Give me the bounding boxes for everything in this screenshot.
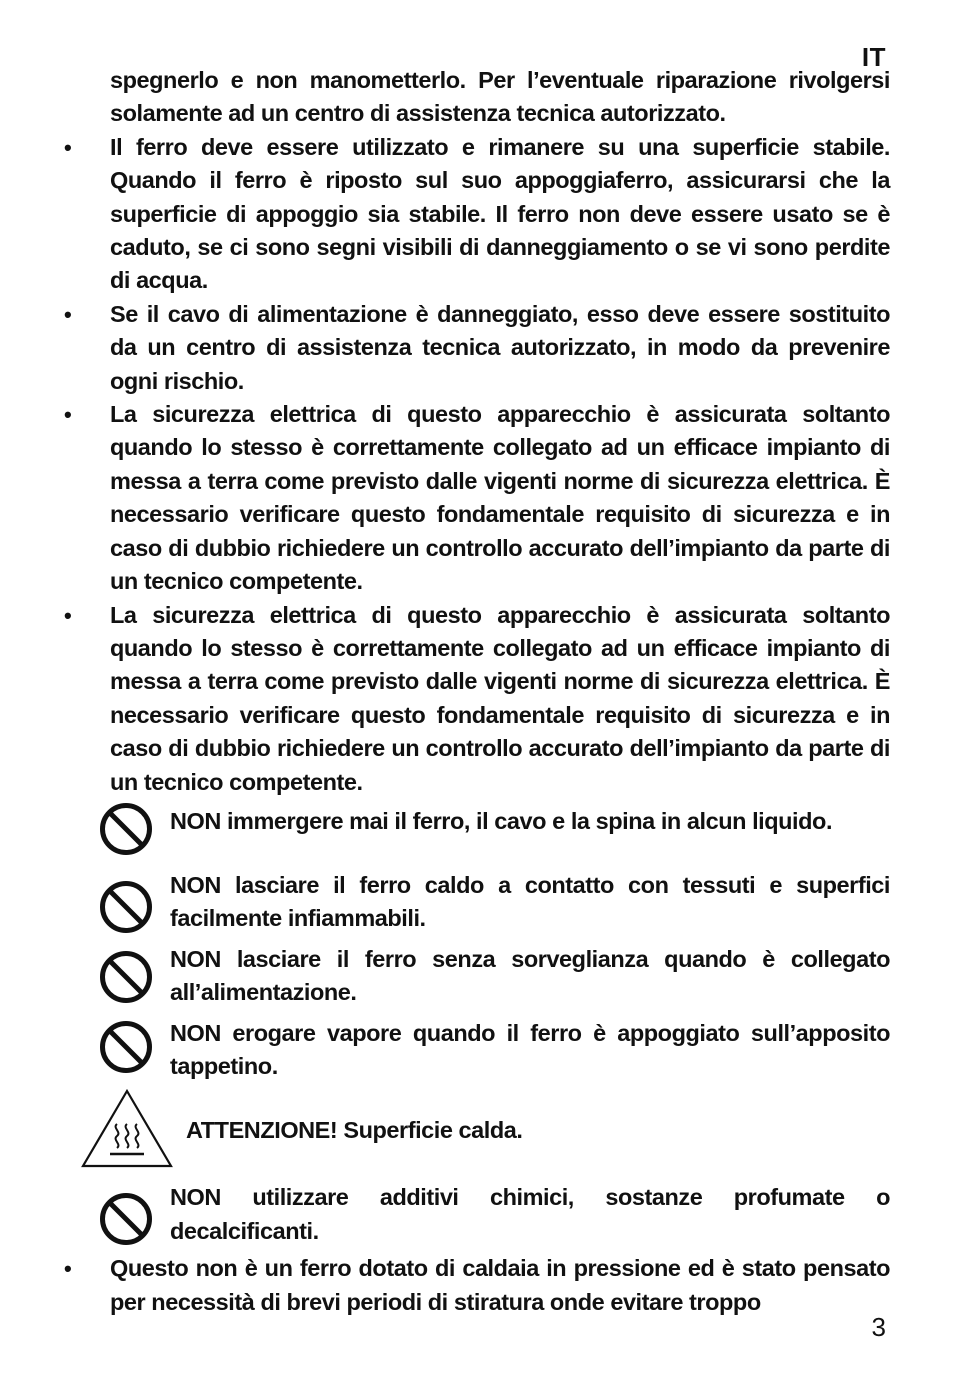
language-code: IT	[861, 42, 886, 72]
paragraph-text: La sicurezza elettrica di questo apparecchio è assicurata soltanto quando lo stesso è correttamente collegato ad un efficace impianto di messa a terra come previsto dalle vigenti norme di sicurezza elettrica. È necessario verificare questo fondamentale requisito di sicurezza e in caso di dubbio richiedere un controllo accurato dell’impianto da parte di un tecnico competente.	[110, 401, 890, 595]
paragraph-text: Il ferro deve essere utilizzato e rimanere su una superficie stabile. Quando il ferro è riposto sul suo appoggiaferro, assicurarsi che la superficie di appoggio sia stabile. Il ferro non deve essere usato se è caduto, se ci sono segni visibili di danneggiamento o se vi sono perdite di acqua.	[110, 133, 890, 294]
paragraph-continued	[60, 64, 890, 131]
warning-text: NON lasciare il ferro senza sorveglianza quando è collegato all’alimentazione.	[170, 945, 890, 1006]
paragraph-text: Se il cavo di alimentazione è danneggiato, esso deve essere sostituito da un centro di assistenza tecnica autorizzato, in modo da prevenire ogni rischio.	[110, 300, 890, 394]
bullet-paragraph	[60, 298, 890, 398]
warning-item	[98, 943, 890, 1010]
hot-surface-warning	[80, 1085, 890, 1173]
page-number: 3	[871, 1312, 886, 1342]
paragraph-text: spegnerlo e non manometterlo. Per l’eventuale riparazione rivolgersi solamente ad un centro di assistenza tecnica autorizzato.	[110, 67, 890, 127]
prohibition-icon	[98, 801, 154, 857]
warning-item	[98, 1017, 890, 1084]
warning-text: NON immergere mai il ferro, il cavo e la spina in alcun liquido.	[170, 807, 833, 834]
bullet-paragraph	[60, 599, 890, 799]
paragraph-text: La sicurezza elettrica di questo apparecchio è assicurata soltanto quando lo stesso è correttamente collegato ad un efficace impianto di messa a terra come previsto dalle vigenti norme di sicurezza elettrica. È necessario verificare questo fondamentale requisito di sicurezza e in caso di dubbio richiedere un controllo accurato dell’impianto da parte di un tecnico competente.	[110, 601, 890, 795]
warning-item	[98, 1181, 890, 1248]
page-content	[60, 64, 890, 1319]
warning-item	[98, 869, 890, 936]
bullet-paragraph	[60, 131, 890, 298]
bullet: •	[64, 402, 72, 428]
bullet-paragraph	[60, 398, 890, 598]
prohibition-icon	[98, 879, 154, 935]
bullet: •	[64, 602, 72, 628]
prohibition-icon	[98, 1191, 154, 1247]
warning-text: NON utilizzare additivi chimici, sostanze profumate o decalcificanti.	[170, 1184, 890, 1244]
hot-surface-warning-icon	[80, 1088, 174, 1170]
warning-item	[98, 805, 890, 857]
warning-text: NON erogare vapore quando il ferro è appoggiato sull’apposito tappetino.	[170, 1019, 890, 1079]
warning-text: NON lasciare il ferro caldo a contatto con tessuti e superfici facilmente infiammabili.	[170, 871, 890, 932]
prohibition-icon	[98, 1019, 154, 1075]
paragraph-text: Questo non è un ferro dotato di caldaia in pressione ed è stato pensato per necessità di brevi periodi di stiratura onde evitare troppo	[110, 1255, 890, 1315]
bullet: •	[64, 1256, 72, 1282]
bullet-paragraph	[60, 1252, 890, 1319]
warning-text: ATTENZIONE! Superficie calda.	[186, 1116, 523, 1143]
prohibition-icon	[98, 949, 154, 1005]
bullet: •	[64, 301, 72, 327]
bullet: •	[64, 134, 72, 160]
